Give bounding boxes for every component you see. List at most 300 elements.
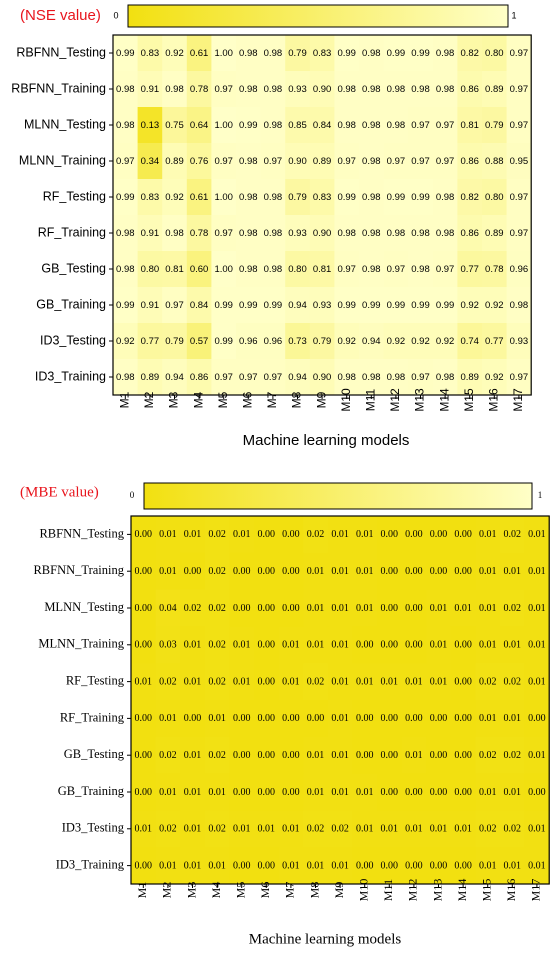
cell-value-label: 0.01: [405, 676, 423, 688]
cell-value-label: 0.00: [134, 529, 153, 541]
cell-value-label: 0.94: [288, 372, 307, 384]
cell-value-label: 0.00: [454, 676, 472, 688]
chart-title: (NSE value): [20, 6, 101, 24]
cell-value-label: 0.00: [282, 749, 300, 761]
cell-value-label: 0.01: [355, 786, 374, 798]
cell-value-label: 0.77: [485, 336, 504, 348]
cell-value-label: 0.98: [116, 84, 135, 96]
cell-value-label: 0.01: [282, 860, 300, 872]
cell-value-label: 0.79: [288, 48, 307, 60]
cell-value-label: 0.98: [239, 156, 258, 168]
x-axis-title: Machine learning models: [242, 431, 410, 449]
cell-value-label: 0.01: [306, 565, 325, 577]
column-label: M5: [215, 391, 230, 409]
cell-value-label: 0.01: [454, 602, 472, 614]
column-label: M13: [430, 878, 445, 902]
cell-value-label: 0.00: [232, 602, 251, 614]
cell-value-label: 0.02: [208, 602, 226, 614]
cell-value-label: 0.00: [134, 565, 153, 577]
cell-value-label: 0.61: [189, 48, 209, 60]
cell-value-label: 0.01: [478, 529, 497, 541]
cell-value-label: 0.02: [208, 676, 226, 688]
cell-value-label: 0.02: [183, 602, 202, 614]
cell-value-label: 0.98: [263, 84, 283, 96]
column-label: M1: [117, 391, 132, 409]
row-label: RBFNN_Testing: [16, 45, 106, 60]
cell-value-label: 0.03: [159, 639, 177, 651]
cell-value-label: 0.00: [405, 565, 423, 577]
cell-value-label: 0.86: [460, 156, 479, 168]
cell-value-label: 0.98: [362, 192, 381, 204]
cell-value-label: 0.94: [362, 336, 381, 348]
cell-value-label: 0.81: [165, 264, 184, 276]
cell-value-label: 0.00: [405, 860, 423, 872]
colorbar: [144, 483, 532, 509]
cell-value-label: 0.00: [429, 529, 448, 541]
chart-title: (MBE value): [20, 484, 99, 501]
cell-value-label: 0.01: [478, 713, 497, 725]
cell-value-label: 0.02: [208, 639, 226, 651]
cell-value-label: 0.97: [509, 120, 529, 132]
cell-value-label: 0.00: [257, 639, 276, 651]
cell-value-label: 0.98: [116, 228, 135, 240]
cell-value-label: 0.01: [306, 602, 325, 614]
cell-value-label: 0.01: [282, 676, 300, 688]
cell-value-label: 0.84: [189, 300, 209, 312]
cell-value-label: 0.02: [208, 823, 226, 835]
cell-value-label: 0.98: [386, 120, 406, 132]
column-label: M5: [233, 881, 248, 899]
cell-value-label: 0.00: [282, 529, 300, 541]
cell-value-label: 0.01: [478, 860, 497, 872]
cell-value-label: 0.83: [312, 48, 332, 60]
cell-value-label: 0.02: [159, 823, 177, 835]
cell-value-label: 0.01: [208, 713, 226, 725]
column-label: M12: [388, 388, 403, 412]
cell-value-label: 0.99: [214, 336, 233, 348]
x-axis-title: Machine learning models: [248, 931, 402, 948]
cell-value-label: 0.98: [411, 264, 430, 276]
cell-value-label: 0.00: [454, 749, 472, 761]
cell-value-label: 0.92: [460, 300, 479, 312]
cell-value-label: 0.02: [306, 823, 325, 835]
column-label: M8: [307, 881, 322, 899]
row-label: RBFNN_Training: [11, 81, 106, 96]
row-label: ID3_Testing: [39, 333, 106, 348]
cell-value-label: 0.00: [380, 529, 399, 541]
cell-value-label: 0.98: [116, 264, 135, 276]
cell-value-label: 0.99: [411, 192, 430, 204]
cell-value-label: 0.00: [183, 713, 202, 725]
cell-value-label: 0.99: [214, 300, 233, 312]
cell-value-label: 0.99: [337, 192, 356, 204]
cell-value-label: 0.98: [239, 48, 258, 60]
cell-value-label: 0.86: [189, 372, 209, 384]
cell-value-label: 0.02: [503, 529, 522, 541]
cell-value-label: 0.00: [257, 713, 276, 725]
cell-value-label: 0.01: [208, 786, 226, 798]
column-label: M1: [135, 881, 150, 899]
cell-value-label: 0.73: [288, 336, 307, 348]
cell-value-label: 0.01: [355, 529, 374, 541]
cell-value-label: 0.01: [331, 529, 349, 541]
column-label: M4: [191, 391, 206, 409]
row-label: RBFNN_Testing: [39, 526, 124, 541]
cell-value-label: 0.99: [411, 300, 430, 312]
cell-value-label: 0.01: [232, 529, 251, 541]
cell-value-label: 0.00: [257, 602, 276, 614]
cell-value-label: 0.83: [140, 192, 160, 204]
cell-value-label: 0.01: [183, 786, 202, 798]
cell-value-label: 0.99: [337, 48, 356, 60]
cell-value-label: 0.98: [263, 264, 283, 276]
cell-value-label: 0.96: [509, 264, 529, 276]
cell-value-label: 0.01: [355, 602, 374, 614]
cell-value-label: 0.98: [362, 156, 381, 168]
cell-value-label: 0.97: [435, 156, 455, 168]
cell-value-label: 0.01: [528, 823, 546, 835]
cell-value-label: 0.92: [485, 372, 504, 384]
cell-value-label: 0.01: [528, 749, 546, 761]
cell-value-label: 0.13: [140, 120, 160, 132]
cell-value-label: 0.00: [183, 565, 202, 577]
cell-value-label: 1.00: [214, 120, 233, 132]
cell-value-label: 0.77: [460, 264, 479, 276]
cell-value-label: 0.01: [478, 565, 497, 577]
cell-value-label: 0.98: [362, 84, 381, 96]
cell-value-label: 0.76: [189, 156, 209, 168]
cell-value-label: 0.81: [312, 264, 332, 276]
cell-value-label: 0.01: [478, 639, 497, 651]
column-label: M15: [461, 388, 476, 412]
cell-value-label: 0.98: [362, 48, 381, 60]
cell-value-label: 0.00: [134, 713, 153, 725]
cell-value-label: 0.01: [331, 713, 349, 725]
cell-value-label: 0.99: [435, 300, 455, 312]
row-label: MLNN_Testing: [24, 117, 106, 132]
cell-value-label: 0.89: [460, 372, 479, 384]
cell-value-label: 0.00: [380, 860, 399, 872]
cell-value-label: 0.01: [134, 676, 153, 688]
cell-value-label: 0.04: [159, 602, 177, 614]
row-label: GB_Training: [57, 783, 124, 798]
cell-value-label: 0.00: [232, 786, 251, 798]
cell-value-label: 0.99: [263, 300, 283, 312]
cell-value-label: 0.99: [239, 120, 258, 132]
row-label: MLNN_Testing: [44, 599, 124, 614]
cell-value-label: 0.00: [429, 565, 448, 577]
cell-value-label: 0.60: [189, 264, 209, 276]
cell-value-label: 0.00: [282, 786, 300, 798]
cell-value-label: 0.01: [478, 786, 497, 798]
cell-value-label: 0.85: [288, 120, 307, 132]
cell-value-label: 0.01: [503, 565, 522, 577]
column-label: M3: [166, 391, 181, 409]
cell-value-label: 0.01: [159, 565, 177, 577]
cell-value-label: 0.00: [232, 713, 251, 725]
cell-value-label: 0.01: [232, 676, 251, 688]
cell-value-label: 0.01: [331, 565, 349, 577]
cell-value-label: 0.01: [306, 786, 325, 798]
cell-value-label: 0.01: [331, 602, 349, 614]
cell-value-label: 0.01: [454, 823, 472, 835]
cell-value-label: 0.92: [116, 336, 135, 348]
cell-value-label: 0.00: [528, 713, 546, 725]
row-label: RF_Testing: [42, 189, 106, 204]
column-label: M13: [412, 388, 427, 412]
cell-value-label: 0.01: [429, 676, 448, 688]
cell-value-label: 1.00: [214, 264, 233, 276]
cell-value-label: 0.89: [485, 228, 504, 240]
cell-value-label: 0.84: [312, 120, 332, 132]
cell-value-label: 0.01: [405, 823, 423, 835]
cell-value-label: 0.00: [454, 713, 472, 725]
cell-value-label: 0.91: [140, 228, 160, 240]
row-label: ID3_Training: [55, 857, 124, 872]
cell-value-label: 0.01: [503, 639, 522, 651]
cell-value-label: 0.00: [134, 860, 153, 872]
cell-value-label: 0.82: [460, 192, 479, 204]
cell-value-label: 0.99: [116, 192, 135, 204]
column-label: M2: [142, 391, 157, 409]
cell-value-label: 0.89: [140, 372, 160, 384]
row-label: MLNN_Training: [38, 636, 124, 651]
cell-value-label: 0.00: [380, 713, 399, 725]
cell-value-label: 0.00: [306, 713, 325, 725]
cell-value-label: 0.98: [263, 48, 283, 60]
cell-value-label: 0.00: [380, 749, 399, 761]
cell-value-label: 0.00: [454, 565, 472, 577]
row-label: GB_Training: [36, 297, 106, 312]
cell-value-label: 0.98: [116, 120, 135, 132]
cell-value-label: 0.97: [509, 228, 529, 240]
cell-value-label: 0.97: [214, 84, 233, 96]
cell-value-label: 0.01: [257, 823, 276, 835]
cell-value-label: 0.98: [263, 228, 283, 240]
cell-value-label: 0.98: [362, 120, 381, 132]
cell-value-label: 0.01: [429, 602, 448, 614]
cell-value-label: 0.02: [306, 676, 325, 688]
cell-value-label: 0.80: [485, 48, 504, 60]
cell-value-label: 0.00: [134, 749, 153, 761]
cell-value-label: 0.01: [380, 823, 399, 835]
cell-value-label: 0.01: [503, 713, 522, 725]
cell-value-label: 0.97: [411, 372, 430, 384]
colorbar-max-label: 1: [537, 490, 543, 501]
cell-value-label: 0.01: [528, 529, 546, 541]
cell-value-label: 0.00: [134, 602, 153, 614]
cell-value-label: 0.99: [116, 300, 135, 312]
column-label: M15: [479, 878, 494, 902]
cell-value-label: 0.00: [380, 639, 399, 651]
cell-value-label: 0.00: [282, 565, 300, 577]
cell-value-label: 0.98: [362, 372, 381, 384]
cell-value-label: 0.98: [165, 84, 184, 96]
cell-value-label: 0.00: [257, 786, 276, 798]
colorbar-min-label: 0: [129, 490, 135, 501]
cell-value-label: 0.97: [116, 156, 135, 168]
cell-value-label: 0.02: [208, 529, 226, 541]
cell-value-label: 0.97: [263, 156, 283, 168]
cell-value-label: 0.98: [337, 372, 356, 384]
column-label: M12: [405, 878, 420, 902]
cell-value-label: 0.01: [183, 749, 202, 761]
cell-value-label: 0.01: [208, 860, 226, 872]
cell-value-label: 0.00: [405, 713, 423, 725]
cell-value-label: 0.02: [478, 823, 497, 835]
column-label: M4: [208, 881, 223, 899]
cell-value-label: 0.01: [429, 823, 448, 835]
cell-value-label: 0.81: [460, 120, 479, 132]
cell-value-label: 0.61: [189, 192, 209, 204]
cell-value-label: 0.01: [331, 639, 349, 651]
cell-value-label: 0.01: [355, 565, 374, 577]
cell-value-label: 0.86: [460, 84, 479, 96]
cell-value-label: 0.98: [239, 192, 258, 204]
cell-value-label: 0.89: [165, 156, 184, 168]
cell-value-label: 0.99: [386, 300, 406, 312]
cell-value-label: 0.00: [282, 602, 300, 614]
cell-value-label: 0.98: [435, 192, 455, 204]
cell-value-label: 0.97: [165, 300, 184, 312]
cell-value-label: 0.93: [288, 228, 307, 240]
cell-value-label: 0.92: [435, 336, 455, 348]
cell-value-label: 0.77: [140, 336, 160, 348]
cell-value-label: 0.99: [337, 300, 356, 312]
cell-value-label: 0.01: [159, 786, 177, 798]
cell-value-label: 0.90: [312, 228, 332, 240]
cell-value-label: 0.00: [429, 713, 448, 725]
cell-value-label: 0.90: [312, 372, 332, 384]
column-label: M7: [282, 881, 297, 899]
cell-value-label: 0.00: [257, 749, 276, 761]
cell-value-label: 0.94: [288, 300, 307, 312]
cell-value-label: 0.00: [429, 786, 448, 798]
cell-value-label: 0.80: [288, 264, 307, 276]
cell-value-label: 0.01: [528, 602, 546, 614]
cell-value-label: 0.97: [509, 48, 529, 60]
cell-value-label: 0.98: [435, 228, 455, 240]
cell-value-label: 0.01: [528, 565, 546, 577]
row-label: RBFNN_Training: [33, 563, 124, 578]
colorbar-min-label: 0: [113, 10, 119, 21]
cell-value-label: 0.01: [183, 639, 202, 651]
cell-value-label: 0.98: [411, 228, 430, 240]
cell-value-label: 0.01: [159, 529, 177, 541]
cell-value-label: 0.97: [386, 156, 406, 168]
cell-value-label: 0.01: [282, 823, 300, 835]
cell-value-label: 0.98: [386, 84, 406, 96]
cell-value-label: 0.01: [503, 860, 522, 872]
cell-value-label: 0.98: [337, 84, 356, 96]
cell-value-label: 0.02: [503, 749, 522, 761]
row-label: RF_Testing: [65, 673, 124, 688]
cell-value-label: 0.01: [183, 860, 202, 872]
cell-value-label: 0.97: [214, 228, 233, 240]
cell-value-label: 0.00: [257, 529, 276, 541]
cell-value-label: 0.57: [189, 336, 209, 348]
cell-value-label: 0.01: [429, 639, 448, 651]
column-label: M14: [437, 388, 452, 412]
cell-value-label: 0.00: [232, 860, 251, 872]
colorbar-max-label: 1: [511, 10, 517, 21]
cell-value-label: 0.00: [282, 713, 300, 725]
cell-value-label: 0.97: [509, 192, 529, 204]
row-label: GB_Testing: [63, 747, 124, 762]
cell-value-label: 0.01: [183, 823, 202, 835]
cell-value-label: 0.97: [509, 372, 529, 384]
cell-value-label: 0.98: [386, 228, 406, 240]
column-label: M2: [159, 881, 174, 899]
column-label: M11: [381, 878, 396, 902]
cell-value-label: 0.00: [380, 565, 399, 577]
cell-value-label: 0.99: [239, 300, 258, 312]
cell-value-label: 0.83: [140, 48, 160, 60]
cell-value-label: 0.00: [355, 639, 374, 651]
cell-value-label: 0.00: [528, 786, 546, 798]
cell-value-label: 0.02: [478, 676, 497, 688]
cell-value-label: 0.00: [405, 602, 423, 614]
cell-value-label: 0.83: [312, 192, 332, 204]
cell-value-label: 0.78: [189, 228, 209, 240]
column-label: M9: [314, 391, 329, 409]
cell-value-label: 0.97: [214, 156, 233, 168]
cell-value-label: 0.98: [509, 300, 529, 312]
cell-value-label: 0.01: [528, 639, 546, 651]
cell-value-label: 0.98: [116, 372, 135, 384]
cell-value-label: 0.00: [257, 565, 276, 577]
column-label: M17: [528, 878, 543, 902]
cell-value-label: 0.98: [239, 264, 258, 276]
cell-value-label: 0.01: [331, 860, 349, 872]
cell-value-label: 0.78: [485, 264, 504, 276]
cell-value-label: 0.01: [134, 823, 153, 835]
cell-value-label: 0.00: [232, 749, 251, 761]
column-label: M16: [504, 878, 519, 902]
cell-value-label: 0.99: [411, 48, 430, 60]
cell-value-label: 0.00: [454, 860, 472, 872]
cell-value-label: 0.00: [355, 860, 374, 872]
cell-value-label: 0.98: [435, 48, 455, 60]
cell-value-label: 0.79: [312, 336, 332, 348]
cell-value-label: 0.01: [331, 786, 349, 798]
cell-value-label: 0.00: [232, 565, 251, 577]
cell-value-label: 0.95: [509, 156, 529, 168]
cell-value-label: 0.97: [337, 156, 356, 168]
cell-value-label: 0.97: [411, 120, 430, 132]
cell-value-label: 0.98: [263, 120, 283, 132]
cell-value-label: 0.92: [165, 48, 184, 60]
cell-value-label: 0.02: [478, 749, 497, 761]
cell-value-label: 0.02: [159, 676, 177, 688]
cell-value-label: 0.80: [485, 192, 504, 204]
cell-value-label: 0.75: [165, 120, 184, 132]
cell-value-label: 0.64: [189, 120, 209, 132]
cell-value-label: 0.00: [257, 676, 276, 688]
cell-value-label: 0.92: [411, 336, 430, 348]
column-label: M11: [363, 388, 378, 412]
cell-value-label: 0.99: [386, 48, 406, 60]
cell-value-label: 0.92: [165, 192, 184, 204]
cell-value-label: 0.01: [405, 749, 423, 761]
cell-value-label: 0.92: [386, 336, 406, 348]
row-label: MLNN_Training: [18, 153, 106, 168]
cell-value-label: 0.01: [159, 860, 177, 872]
mbe-heatmap: [20, 483, 550, 947]
row-label: GB_Testing: [41, 261, 106, 276]
cell-value-label: 0.93: [509, 336, 529, 348]
cell-value-label: 0.01: [306, 639, 325, 651]
